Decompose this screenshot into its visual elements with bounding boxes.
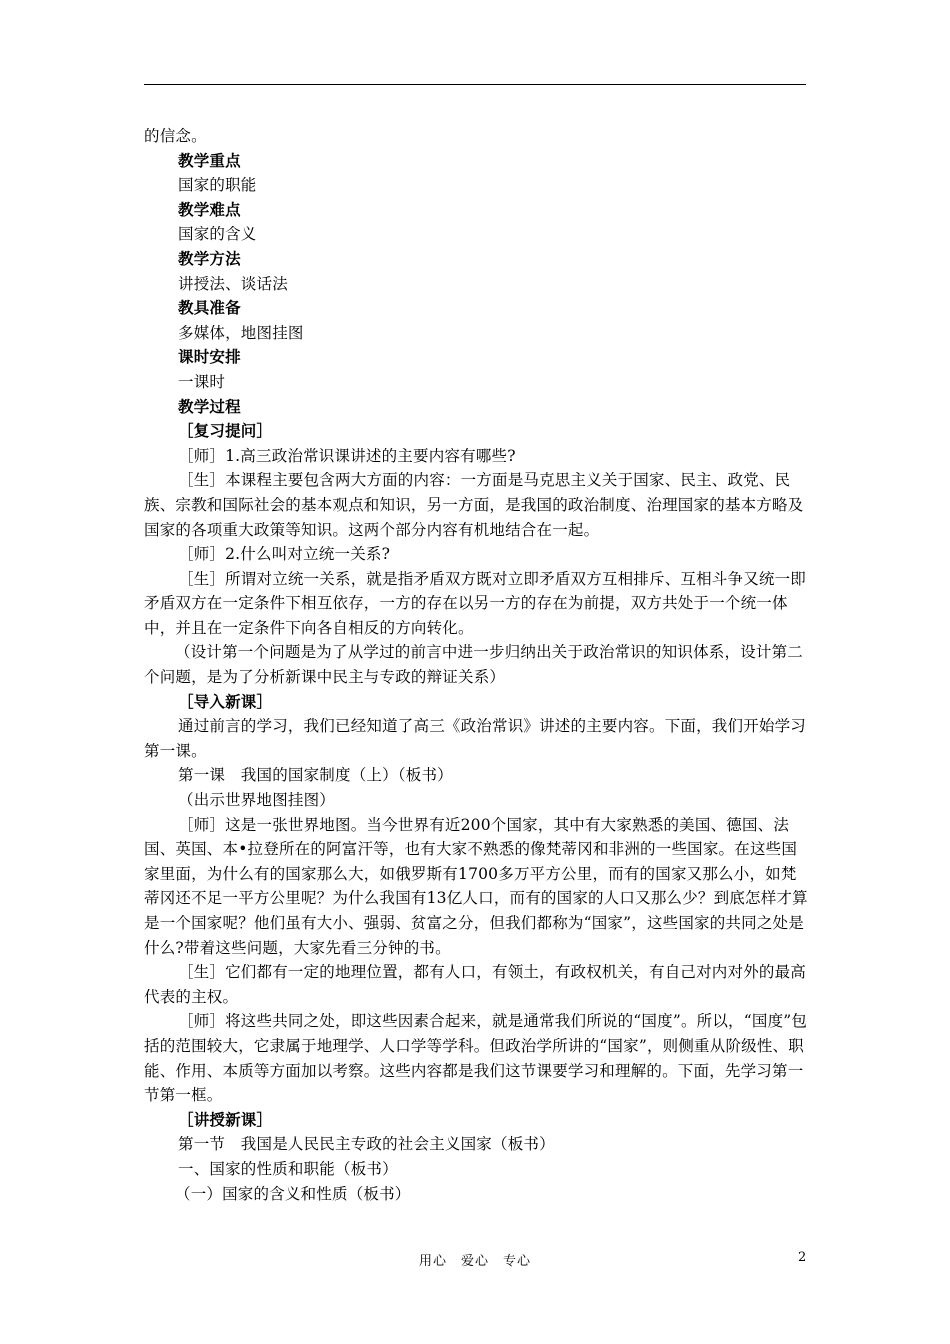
paragraph: ［师］将这些共同之处，即这些因素合起来，就是通常我们所说的“国度”。所以，“国度”包括的范围较大，它隶属于地理学、人口学等学科。但政治学所讲的“国家”，则侧重从阶级性、职能、作用、本质等方面加以考察。这些内容都是我们这节课要学习和理解的。下面，先学习第一节第一框。	[144, 1012, 808, 1105]
paragraph: 的信念。	[144, 127, 207, 145]
section-heading: ［复习提问］	[178, 421, 273, 441]
paragraph: （设计第一个问题是为了从学过的前言中进一步归纳出关于政治常识的知识体系，设计第二个问题，是为了分析新课中民主与专政的辩证关系）	[144, 643, 804, 687]
paragraph: 讲授法、谈话法	[178, 274, 288, 293]
paragraph: 一、国家的性质和职能（板书）	[178, 1159, 398, 1178]
section-heading: 教学重点	[178, 150, 241, 170]
paragraph: ［生］它们都有一定的地理位置，都有人口，有领土，有政权机关，有自己对内对外的最高代表的主权。	[144, 963, 807, 1006]
paragraph: ［生］所谓对立统一关系，就是指矛盾双方既对立即矛盾双方互相排斥、互相斗争又统一即矛盾双方在一定条件下相互依存，一方的存在以另一方的存在为前提，双方共处于一个统一体中，并且在一定条件下向各自相反的方向转化。	[144, 569, 807, 637]
paragraph: 国家的职能	[178, 176, 257, 195]
paragraph: 通过前言的学习，我们已经知道了高三《政治常识》讲述的主要内容。下面，我们开始学习第一课。	[144, 717, 807, 760]
paragraph: ［师］2.什么叫对立统一关系?	[178, 545, 391, 564]
section-heading: ［讲授新课］	[178, 1109, 273, 1129]
footer-motto: 用心 爱心 专心	[418, 1254, 531, 1269]
paragraph: （一）国家的含义和性质（板书）	[175, 1184, 411, 1203]
paragraph: （出示世界地图挂图）	[178, 791, 336, 810]
paragraph: ［师］这是一张世界地图。当今世界有近200个国家，其中有大家熟悉的美国、德国、法国、英国、本•拉登所在的阿富汗等，也有大家不熟悉的像梵蒂冈和非洲的一些国家。在这些国家里面，为什么有的国家那么大，如俄罗斯有1700多万平方公里，而有的国家又那么小，如梵蒂冈还不足一平方公里呢？为什么我国有13亿人口，而有的国家的人口又那么少？到底怎样才算是一个国家呢？他们虽有大小、强弱、贫富之分，但我们都称为“国家”，这些国家的共同之处是什么?带着这些问题，大家先看三分钟的书。	[144, 815, 808, 957]
paragraph: ［师］1.高三政治常识课讲述的主要内容有哪些?	[178, 446, 516, 465]
section-heading: 课时安排	[178, 347, 241, 367]
section-heading: 教具准备	[178, 298, 241, 318]
section-heading: 教学难点	[178, 199, 241, 219]
section-heading: 教学过程	[178, 396, 241, 416]
paragraph: 多媒体，地图挂图	[178, 323, 304, 342]
section-heading: 教学方法	[178, 248, 241, 268]
paragraph: ［生］本课程主要包含两大方面的内容：一方面是马克思主义关于国家、民主、政党、民族、宗教和国际社会的基本观点和知识，另一方面，是我国的政治制度、治理国家的基本方略及国家的各项重大政策等知识。这两个部分内容有机地结合在一起。	[144, 471, 804, 539]
page-number: 2	[798, 1250, 807, 1265]
paragraph: 第一课 我国的国家制度（上）（板书）	[178, 766, 453, 785]
section-heading: ［导入新课］	[178, 691, 273, 711]
paragraph: 国家的含义	[178, 225, 257, 244]
paragraph: 第一节 我国是人民民主专政的社会主义国家（板书）	[178, 1135, 555, 1154]
header-rule	[144, 84, 806, 85]
document-body	[144, 124, 810, 1206]
paragraph: 一课时	[178, 372, 226, 391]
